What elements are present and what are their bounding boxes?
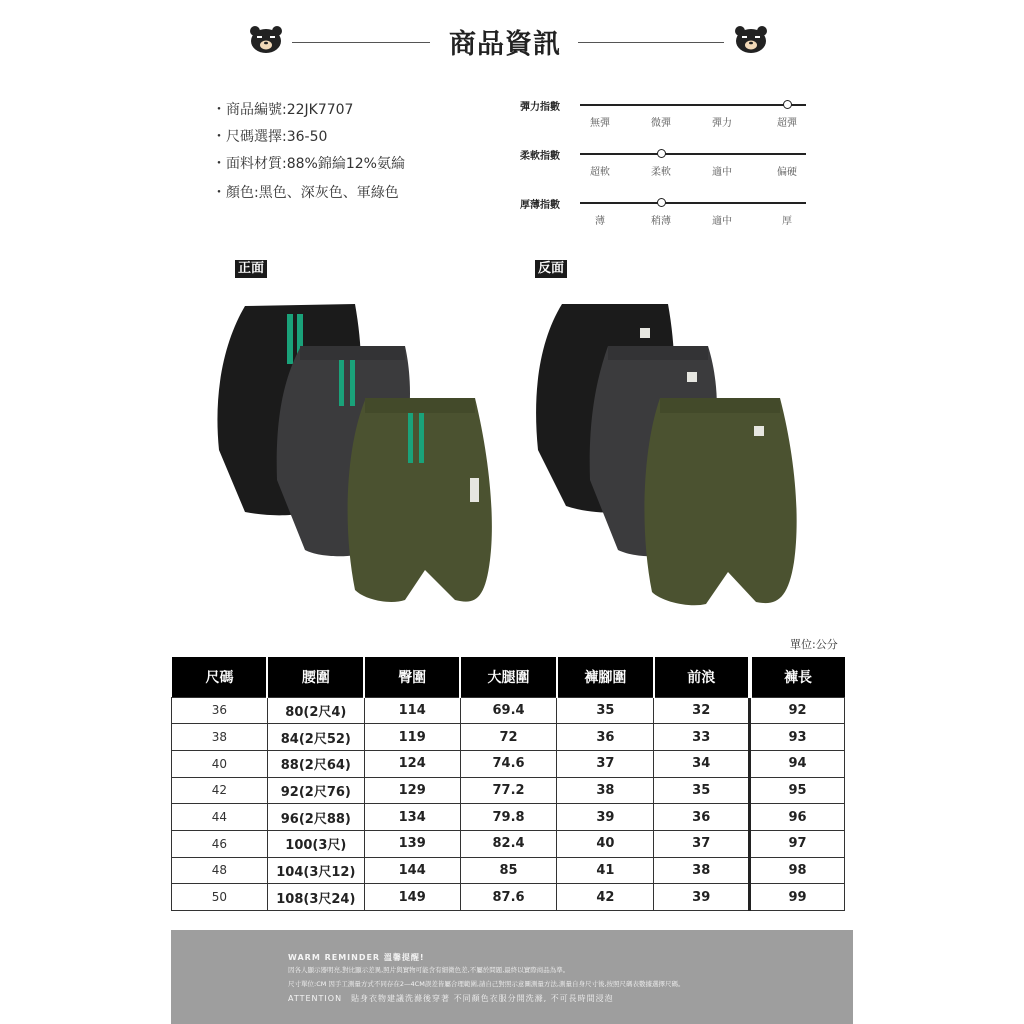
index-label: 彈力指數 — [520, 102, 560, 113]
table-cell: 108(3尺24) — [267, 884, 364, 911]
green-pants-front — [348, 398, 492, 602]
table-cell: 35 — [557, 697, 654, 724]
table-cell: 69.4 — [460, 697, 557, 724]
size-table — [171, 657, 845, 911]
table-cell: 97 — [750, 830, 845, 857]
table-cell: 129 — [364, 777, 460, 804]
table-cell: 96 — [750, 804, 845, 831]
info-item-code: ・商品編號:22JK7707 — [212, 102, 354, 118]
table-cell: 38 — [172, 724, 268, 751]
table-cell: 139 — [364, 830, 460, 857]
footer-attention: ATTENTION 貼身衣物建議洗滌後穿著 不同顏色衣服分開洗滌, 不可長時間浸泡 — [288, 994, 614, 1003]
col-header: 大腿圍 — [460, 657, 557, 697]
table-cell: 93 — [750, 724, 845, 751]
table-cell: 48 — [172, 857, 268, 884]
front-pants-image — [205, 300, 500, 610]
info-item-colors: ・顏色:黑色、深灰色、軍綠色 — [212, 185, 399, 201]
table-cell: 149 — [364, 884, 460, 911]
index-option: 適中 — [712, 167, 732, 178]
page-title: 商品資訊 — [449, 29, 561, 60]
table-cell: 34 — [654, 750, 750, 777]
table-cell: 77.2 — [460, 777, 557, 804]
index-option: 偏硬 — [777, 167, 797, 178]
table-cell: 74.6 — [460, 750, 557, 777]
table-cell: 39 — [557, 804, 654, 831]
footer-line: 因各人顯示器明亮,對比顯示差異,照片與實物可能含有細微色差,不屬於問題,最終以實際商品為準。 — [288, 966, 570, 974]
index-option: 超彈 — [777, 118, 797, 129]
index-label: 厚薄指數 — [520, 200, 560, 211]
index-marker — [657, 198, 666, 207]
col-header: 褲長 — [750, 657, 845, 697]
info-item-material: ・面料材質:88%錦綸12%氨綸 — [212, 156, 405, 172]
footer-title: WARM REMINDER 溫馨提醒! — [288, 953, 425, 962]
table-cell: 87.6 — [460, 884, 557, 911]
table-cell: 114 — [364, 697, 460, 724]
table-cell: 72 — [460, 724, 557, 751]
index-marker — [783, 100, 792, 109]
table-cell: 88(2尺64) — [267, 750, 364, 777]
table-cell: 144 — [364, 857, 460, 884]
index-track — [580, 104, 806, 106]
elasticity-index — [520, 104, 820, 144]
index-option: 無彈 — [590, 118, 610, 129]
product-info-list — [212, 100, 405, 210]
index-option: 超軟 — [590, 167, 610, 178]
table-cell: 92 — [750, 697, 845, 724]
table-row — [172, 884, 845, 911]
col-header: 尺碼 — [172, 657, 268, 697]
header-line-left — [292, 42, 430, 43]
table-cell: 79.8 — [460, 804, 557, 831]
info-item-sizes: ・尺碼選擇:36-50 — [212, 129, 328, 145]
table-row — [172, 697, 845, 724]
footer-line: 尺寸單位:CM 因手工測量方式不同存在2—4CM誤差皆屬合理範圍,請自己對照示意圖測量方法,測量自身尺寸後,按照尺碼表數據選擇尺碼。 — [288, 980, 685, 988]
table-cell: 35 — [654, 777, 750, 804]
col-header: 腰圍 — [267, 657, 364, 697]
table-cell: 100(3尺) — [267, 830, 364, 857]
warm-reminder-footer — [171, 930, 853, 1024]
table-cell: 95 — [750, 777, 845, 804]
table-cell: 38 — [557, 777, 654, 804]
table-row — [172, 830, 845, 857]
col-header: 褲腳圍 — [557, 657, 654, 697]
table-cell: 36 — [557, 724, 654, 751]
table-cell: 124 — [364, 750, 460, 777]
unit-label: 單位:公分 — [790, 638, 838, 651]
index-marker — [657, 149, 666, 158]
table-cell: 134 — [364, 804, 460, 831]
green-pants-back — [644, 398, 796, 605]
table-cell: 92(2尺76) — [267, 777, 364, 804]
table-cell: 104(3尺12) — [267, 857, 364, 884]
table-header-row — [172, 657, 845, 697]
index-option: 適中 — [712, 216, 732, 227]
table-cell: 44 — [172, 804, 268, 831]
bear-icon — [248, 24, 284, 54]
table-cell: 80(2尺4) — [267, 697, 364, 724]
header-line-right — [578, 42, 724, 43]
table-row — [172, 724, 845, 751]
table-cell: 36 — [172, 697, 268, 724]
col-header: 前浪 — [654, 657, 750, 697]
table-cell: 99 — [750, 884, 845, 911]
index-option: 微彈 — [651, 118, 671, 129]
back-pants-image — [530, 300, 810, 615]
table-cell: 37 — [654, 830, 750, 857]
front-view-tag: 正面 — [235, 260, 267, 278]
softness-index — [520, 153, 820, 193]
index-track — [580, 202, 806, 204]
table-cell: 38 — [654, 857, 750, 884]
table-cell: 42 — [172, 777, 268, 804]
index-option: 柔軟 — [651, 167, 671, 178]
table-cell: 37 — [557, 750, 654, 777]
table-cell: 82.4 — [460, 830, 557, 857]
table-cell: 84(2尺52) — [267, 724, 364, 751]
bear-icon — [733, 24, 769, 54]
table-cell: 33 — [654, 724, 750, 751]
col-header: 臀圍 — [364, 657, 460, 697]
table-cell: 94 — [750, 750, 845, 777]
table-cell: 40 — [557, 830, 654, 857]
table-cell: 32 — [654, 697, 750, 724]
table-cell: 39 — [654, 884, 750, 911]
table-cell: 50 — [172, 884, 268, 911]
table-cell: 98 — [750, 857, 845, 884]
table-cell: 46 — [172, 830, 268, 857]
index-track — [580, 153, 806, 155]
table-row — [172, 777, 845, 804]
table-cell: 96(2尺88) — [267, 804, 364, 831]
table-row — [172, 804, 845, 831]
index-option: 稍薄 — [651, 216, 671, 227]
table-cell: 119 — [364, 724, 460, 751]
index-option: 薄 — [595, 216, 605, 227]
thickness-index — [520, 202, 820, 242]
index-option: 厚 — [782, 216, 792, 227]
index-label: 柔軟指數 — [520, 151, 560, 162]
index-option: 彈力 — [712, 118, 732, 129]
table-row — [172, 857, 845, 884]
table-cell: 40 — [172, 750, 268, 777]
table-row — [172, 750, 845, 777]
table-cell: 85 — [460, 857, 557, 884]
table-cell: 41 — [557, 857, 654, 884]
table-cell: 36 — [654, 804, 750, 831]
table-cell: 42 — [557, 884, 654, 911]
back-view-tag: 反面 — [535, 260, 567, 278]
